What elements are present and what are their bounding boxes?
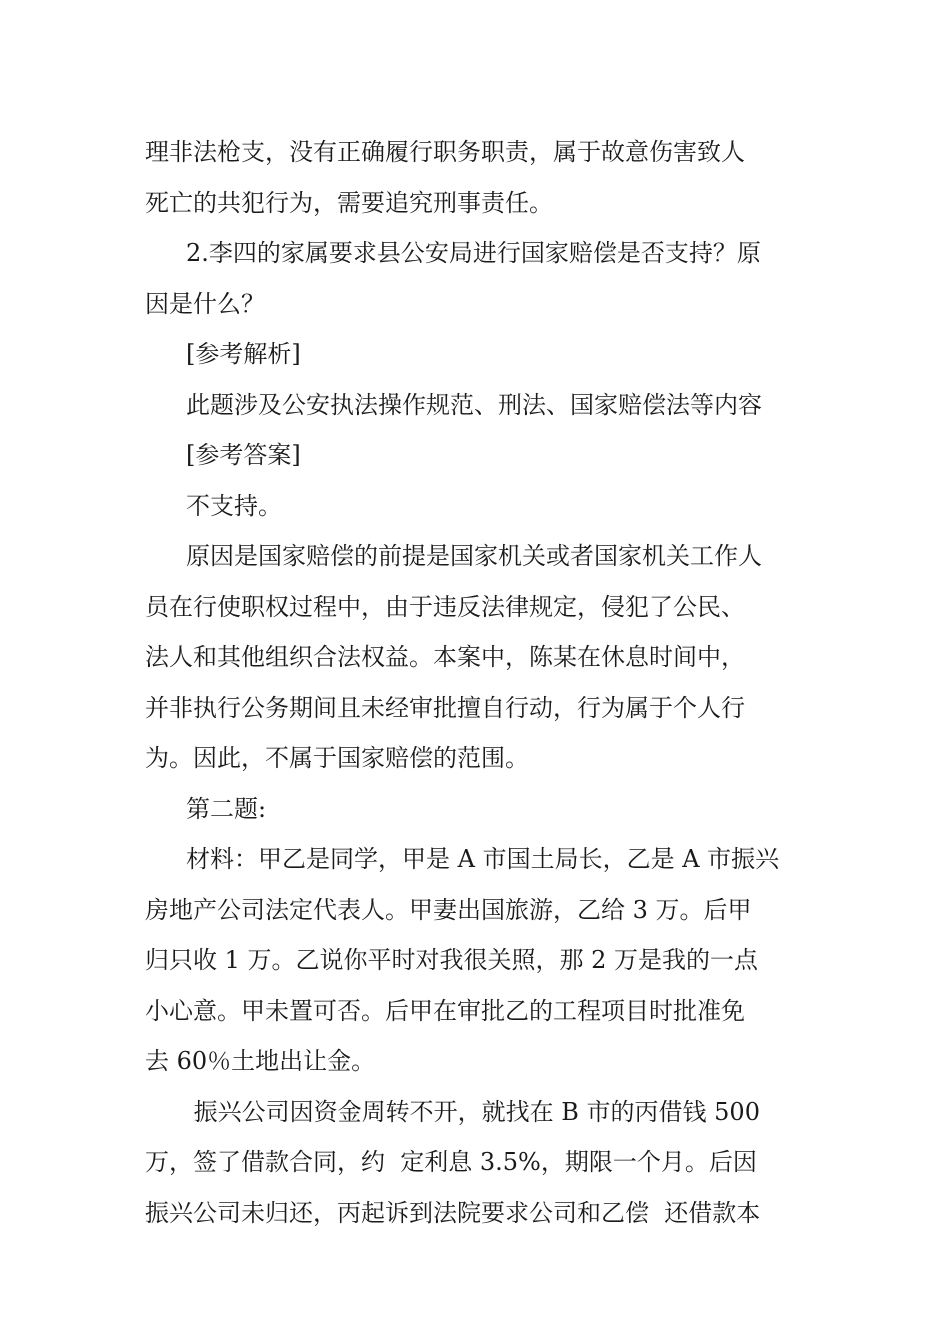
text-line: 死亡的共犯行为，需要追究刑事责任。 (145, 188, 553, 217)
section-heading: [参考答案] (186, 441, 301, 469)
text-line: 理非法枪支，没有正确履行职务职责，属于故意伤害致人 (145, 138, 745, 166)
text-line: 不支持。 (186, 491, 282, 520)
section-heading: 第二题: (186, 794, 267, 823)
text-line: 万，签了借款合同，约 定利息 3.5%，期限一个月。后因 (145, 1148, 757, 1176)
text-line: 小心意。甲未置可否。后甲在审批乙的工程项目时批准免 (145, 996, 745, 1025)
text-line: 员在行使职权过程中，由于违反法律规定，侵犯了公民、 (145, 592, 745, 621)
text-line: 振兴公司因资金周转不开，就找在 B 市的丙借钱 500 (186, 1097, 760, 1126)
paragraph-analysis-heading (145, 329, 815, 380)
paragraph-answer (145, 481, 815, 532)
paragraph-question-heading (145, 784, 815, 835)
text-line: 房地产公司法定代表人。甲妻出国旅游，乙给 3 万。后甲 (145, 895, 752, 924)
paragraph-reason (145, 531, 815, 784)
text-line: 材料：甲乙是同学，甲是 A 市国土局长，乙是 A 市振兴 (186, 845, 780, 873)
text-line: 去 60％土地出让金。 (145, 1047, 376, 1075)
text-line: 2.李四的家属要求县公安局进行国家赔偿是否支持？原 (186, 239, 761, 267)
paragraph-material (145, 834, 815, 1087)
text-line: 并非执行公务期间且未经审批擅自行动，行为属于个人行 (145, 693, 745, 722)
text-line: 原因是国家赔偿的前提是国家机关或者国家机关工作人 (186, 542, 762, 570)
text-line: 此题涉及公安执法操作规范、刑法、国家赔偿法等内容 (186, 390, 762, 419)
document-body (145, 127, 815, 1238)
paragraph-conclusion (145, 127, 815, 228)
paragraph-analysis (145, 380, 815, 431)
text-line: 因是什么？ (145, 289, 265, 318)
paragraph-loan (145, 1087, 815, 1239)
text-line: 为。因此，不属于国家赔偿的范围。 (145, 744, 529, 772)
paragraph-answer-heading (145, 430, 815, 481)
section-heading: [参考解析] (186, 340, 301, 368)
text-line: 振兴公司未归还，丙起诉到法院要求公司和乙偿 还借款本 (145, 1198, 761, 1227)
text-line: 归只收 1 万。乙说你平时对我很关照，那 2 万是我的一点 (145, 946, 759, 974)
text-line: 法人和其他组织合法权益。本案中，陈某在休息时间中， (145, 643, 745, 671)
paragraph-question-2 (145, 228, 815, 329)
